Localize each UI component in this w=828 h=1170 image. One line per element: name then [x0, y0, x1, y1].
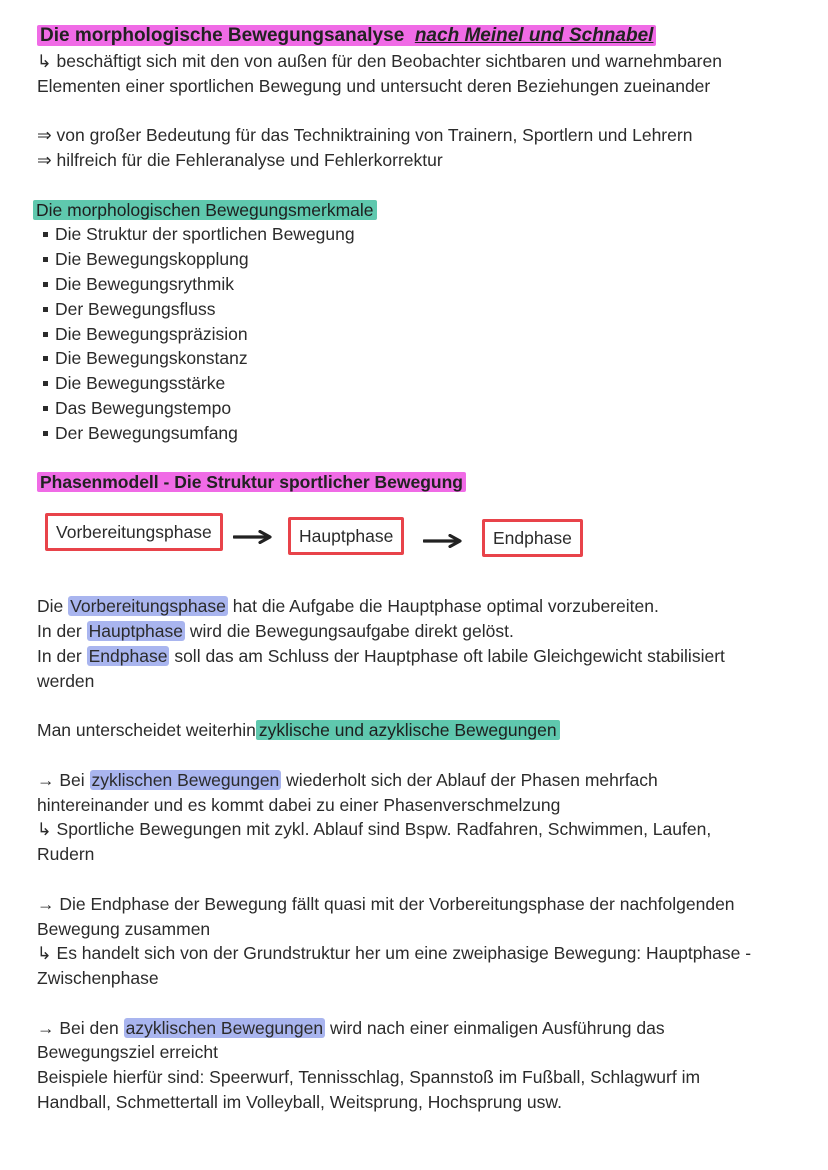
phase-model-heading	[37, 470, 797, 495]
distinction-highlight: zyklische und azyklische Bewegungen	[256, 720, 560, 740]
phase-desc-highlight: Hauptphase	[88, 620, 184, 641]
endphase-line-2: Bewegung zusammen	[37, 918, 211, 939]
list-item: Die Bewegungskopplung	[43, 247, 797, 272]
acyclic-highlight: azyklischen Bewegungen	[125, 1017, 324, 1038]
cyclic-line-3: ↳ Sportliche Bewegungen mit zykl. Ablauf sind Bspw. Radfahren, Schwimmen, Laufen,	[37, 819, 712, 840]
list-item: Die Bewegungskonstanz	[43, 346, 797, 371]
endphase-line-1: → Die Endphase der Bewegung fällt quasi mit der Vorbereitungsphase der nachfolgenden	[37, 893, 735, 914]
arrow-right-icon	[423, 534, 463, 548]
list-item: Der Bewegungsumfang	[43, 421, 797, 446]
phase-desc-highlight: Vorbereitungsphase	[70, 596, 226, 617]
spacer	[37, 571, 797, 594]
intro-line-1	[37, 49, 797, 74]
spacer	[37, 693, 797, 718]
acyclic-line-2: Bewegungsziel erreicht	[37, 1042, 218, 1063]
intro-line-2: Elementen einer sportlichen Bewegung und untersucht deren Beziehungen zueinander	[37, 75, 711, 96]
spacer	[37, 98, 797, 123]
spacer	[37, 991, 797, 1016]
phase-desc-line-2	[37, 619, 797, 644]
spacer	[37, 173, 797, 198]
phase-desc-line-4: werden	[37, 670, 95, 691]
list-item: Die Bewegungsstärke	[43, 371, 797, 396]
phase-desc-text: hat die Aufgabe die Hauptphase optimal vorzubereiten.	[232, 596, 659, 617]
document-page	[37, 24, 797, 1115]
phase-box-preparation: Vorbereitungsphase	[45, 513, 223, 551]
title-author: nach Meinel und Schnabel	[414, 25, 654, 46]
page-title	[37, 24, 797, 49]
importance-line-2: ⇒ hilfreich für die Fehleranalyse und Fehlerkorrektur	[37, 149, 443, 170]
cyclic-line-2: hintereinander und es kommt dabei zu einer Phasenverschmelzung	[37, 794, 561, 815]
title-highlight	[37, 25, 656, 46]
features-list	[37, 222, 797, 445]
spacer	[37, 867, 797, 892]
phase-desc-line-1	[37, 594, 797, 619]
acyclic-line-1	[37, 1016, 797, 1041]
arrow-right-icon	[233, 530, 273, 544]
hook-arrow-icon: ↳	[37, 50, 52, 71]
cyclic-text: wiederholt sich der Ablauf der Phasen mehrfach	[286, 769, 658, 790]
intro-text-1: beschäftigt sich mit den von außen für den Beobachter sichtbaren und warnehmbaren	[56, 50, 722, 71]
distinction-line	[37, 718, 797, 743]
endphase-line-4: Zwischenphase	[37, 968, 159, 989]
phase-diagram	[37, 495, 797, 571]
phase-model-heading-text: Phasenmodell - Die Struktur sportlicher Bewegung	[37, 472, 466, 492]
list-item: Die Struktur der sportlichen Bewegung	[43, 222, 797, 247]
phase-desc-line-3	[37, 644, 797, 669]
list-item: Der Bewegungsfluss	[43, 297, 797, 322]
acyclic-text: wird nach einer einmaligen Ausführung das	[329, 1017, 665, 1038]
cyclic-highlight: zyklischen Bewegungen	[91, 769, 280, 790]
cyclic-line-1	[37, 768, 797, 793]
list-item: Das Bewegungstempo	[43, 396, 797, 421]
cyclic-line-4: Rudern	[37, 844, 95, 865]
spacer	[37, 446, 797, 471]
importance-line-1: ⇒ von großer Bedeutung für das Techniktraining von Trainern, Sportlern und Lehrern	[37, 125, 693, 146]
features-heading	[37, 198, 797, 223]
phase-desc-text: In der	[37, 620, 82, 641]
acyclic-text: → Bei den	[37, 1017, 119, 1038]
title-main-text: Die morphologische Bewegungsanalyse	[40, 25, 405, 46]
phase-box-end: Endphase	[482, 519, 583, 557]
endphase-line-3: ↳ Es handelt sich von der Grundstruktur her um eine zweiphasige Bewegung: Hauptphase -	[37, 943, 752, 964]
phase-desc-text: Die	[37, 596, 64, 617]
phase-desc-text: wird die Bewegungsaufgabe direkt gelöst.	[189, 620, 514, 641]
phase-desc-text: In der	[37, 645, 82, 666]
acyclic-line-3: Beispiele hierfür sind: Speerwurf, Tennisschlag, Spannstoß im Fußball, Schlagwurf im	[37, 1067, 701, 1088]
spacer	[37, 743, 797, 768]
features-heading-text: Die morphologischen Bewegungsmerkmale	[33, 200, 377, 220]
phase-desc-text: soll das am Schluss der Hauptphase oft labile Gleichgewicht stabilisiert	[174, 645, 725, 666]
phase-box-main: Hauptphase	[288, 517, 404, 555]
acyclic-line-4: Handball, Schmettertall im Volleyball, Weitsprung, Hochsprung usw.	[37, 1092, 562, 1113]
list-item: Die Bewegungsrythmik	[43, 272, 797, 297]
distinction-text: Man unterscheidet weiterhin	[37, 720, 256, 741]
phase-desc-highlight: Endphase	[88, 645, 168, 666]
cyclic-text: → Bei	[37, 769, 85, 790]
list-item: Die Bewegungspräzision	[43, 322, 797, 347]
